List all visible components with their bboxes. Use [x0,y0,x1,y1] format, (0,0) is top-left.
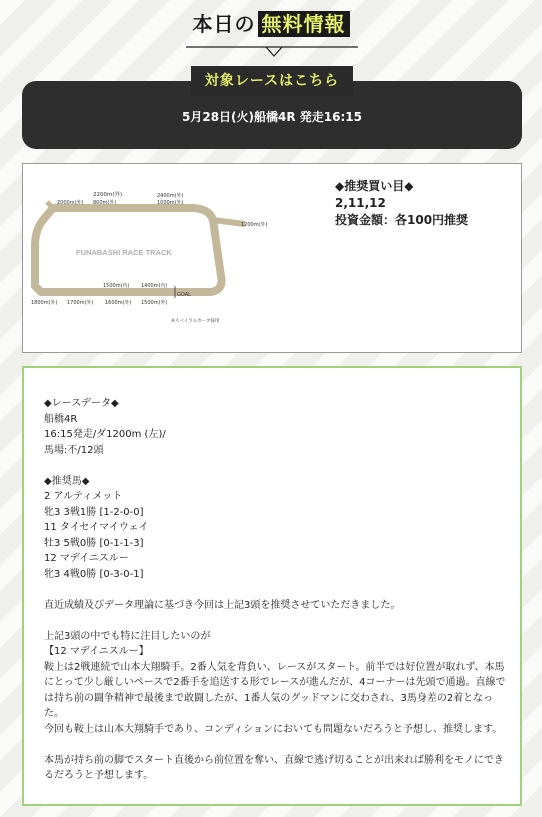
track-label: 2200m(外) [93,192,123,198]
basis-text: 直近成績及びデータ理論に基づき今回は上記3頭を推奨させていただきました。 [44,599,401,611]
title-underline [186,44,358,60]
track-label: 1700m(外) [67,300,94,306]
target-race-tag: 対象レースはこちら [191,66,353,96]
recommend-amount: 投資金額：各100円推奨 [335,213,469,227]
horse-line: 2 アルティメット [44,491,123,502]
track-map [31,186,291,336]
horse-line: 12 マデイニスルー [44,553,129,564]
track-label: 1500m(外) [141,300,168,306]
track-label: 1000m(外) [157,200,184,206]
horse-line: 11 タイセイマイウェイ [44,522,149,533]
recommend-block [335,178,468,229]
conclusion-text: 本馬が持ち前の脚でスタート直後から前位置を奪い、直線で逃げ切ることが出来れば勝利をモノにできるだろうと予想します。 [44,754,504,781]
horse-line: 牝3 3戦1勝 [1-2-0-0] [44,506,144,518]
race-info-text: 5月28日(火)船橋4R 発走16:15 [182,110,362,124]
goal-label: GOAL [177,292,191,298]
focus-intro: 上記3頭の中でも特に注目したいのが [44,630,211,642]
race-time: 16:15発走/ダ1200m (左)/ [44,429,166,440]
track-label: 2000m(外) [57,200,84,206]
recommend-numbers: 2,11,12 [335,196,386,210]
track-label: 1600m(外) [105,300,132,306]
race-details-panel [22,366,522,806]
track-label: 1200m(外) [241,222,268,228]
analysis-text: 鞍上は2戦連続で山本大翔騎手。2番人気を背負い、レースがスタート。前半では好位置が取れず、本馬にとって少し厳しいペースで2番手を追送する形でレースが進んだが、4コーナーは先頭で通過。直線では持ち前の闘争精神で最後まで敢闘したが、1番人気のグッドマンに交わされ、3馬身差の2着となった。 [44,661,506,719]
track-label: 1500m(内) [103,283,130,289]
horse-line: 牝3 4戦0勝 [0-3-0-1] [44,568,144,580]
horses-heading: ◆推奨馬◆ [44,475,90,487]
track-label: 1400m(内) [141,283,168,289]
focus-horse: 【12 マデイニスルー】 [44,646,149,657]
page-title [193,8,350,37]
analysis-text: 今回も鞍上は山本大翔騎手であり、コンディションにおいても問題ないだろうと予想し、推奨します。 [44,723,503,735]
track-label: 1800m(外) [31,300,58,306]
title-prefix: 本日の [192,12,256,36]
page-header [0,8,542,37]
title-highlight: 無料情報 [258,11,350,37]
track-note: ※スパイラルカーブ採用 [171,319,220,324]
track-label: 2400m(外) [157,193,184,199]
race-venue: 船橋4R [44,413,78,425]
horse-line: 牡3 5戦0勝 [0-1-1-3] [44,537,144,549]
race-data-heading: ◆レースデータ◆ [44,398,119,409]
track-info-panel [22,163,522,353]
track-label: 800m(外) [93,200,117,206]
race-condition: 馬場:不/12頭 [44,444,104,456]
recommend-heading: ◆推奨買い目◆ [335,179,414,193]
track-name: FUNABASHI RACE TRACK [76,248,172,257]
